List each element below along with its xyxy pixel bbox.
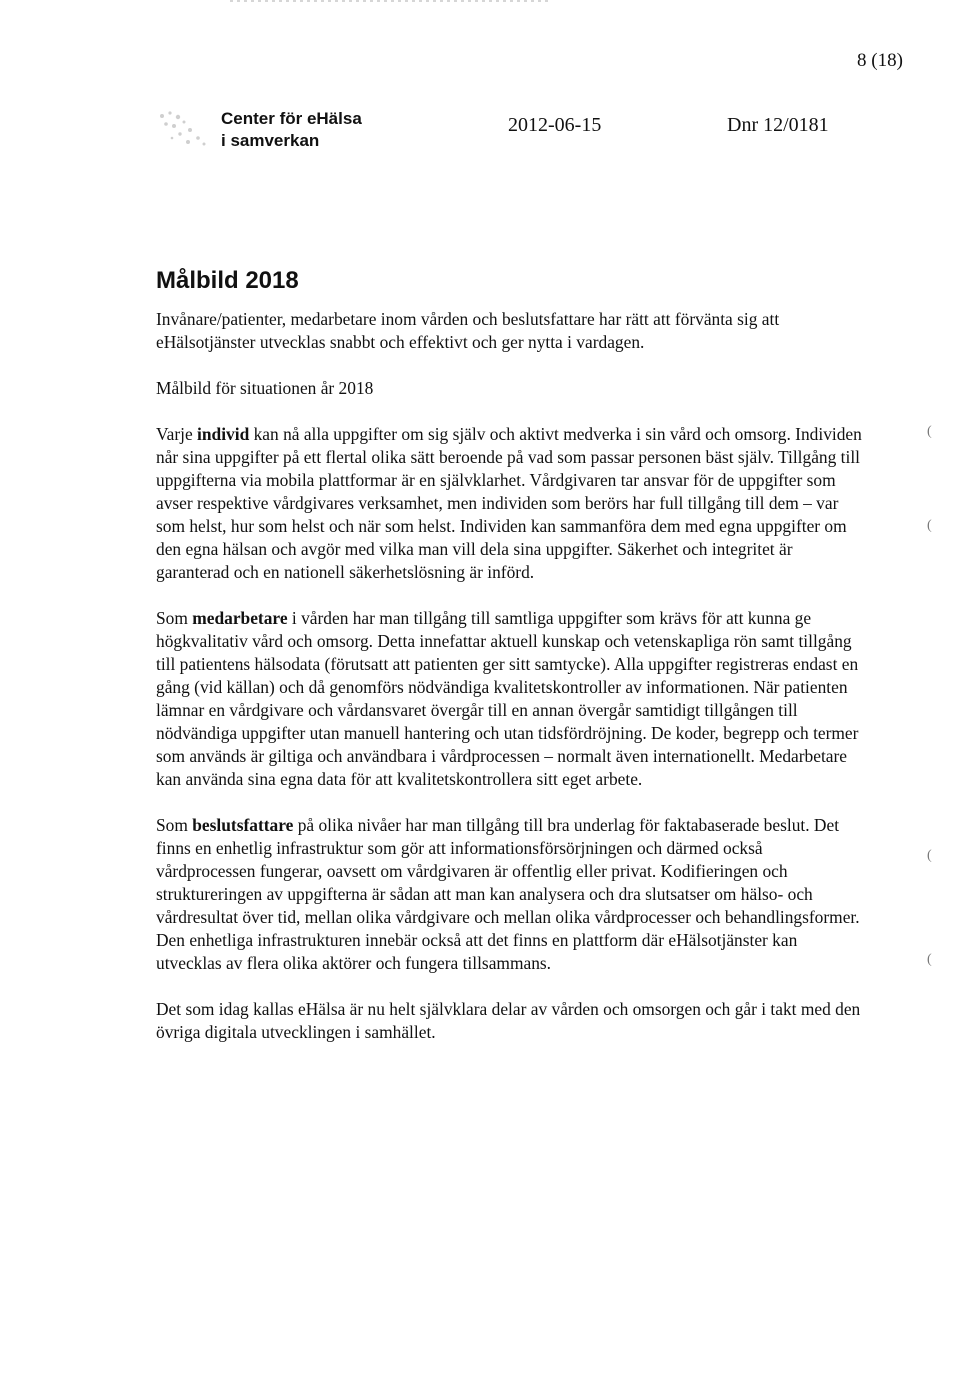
margin-mark: ( xyxy=(927,424,932,439)
document-date: 2012-06-15 xyxy=(508,114,602,136)
paragraph-text: kan nå alla uppgifter om sig själv och aktivt medverka i sin vård och omsorg. Individen når sina uppgifter på ett flertal olika sätt beroende på vad som passar personen bäst själv. Tillgång till uppgifterna via mobila plattformar är en självklarhet. Vårdgivaren tar ansvar för de uppgifter som avser respektive vårdgivares verksamhet, men individen som berörs har full tillgång till dem – var som helst, hur som helst och när som helst. Individen kan sammanföra dem med egna uppgifter om den egna hälsan och avgör med vilka man vill dela sina uppgifter. Säkerhet och integritet är garanterad och en nationell säkerhetslösning är införd. xyxy=(156,424,862,582)
margin-mark: ( xyxy=(927,518,932,533)
organization-name xyxy=(221,108,362,152)
document-reference: Dnr 12/0181 xyxy=(727,114,829,136)
margin-mark: ( xyxy=(927,848,932,863)
paragraph-text: Som xyxy=(156,815,193,835)
bold-term-individual: individ xyxy=(197,424,250,444)
scan-artifact xyxy=(230,0,550,2)
paragraph-conclusion: Det som idag kallas eHälsa är nu helt självklara delar av vården och omsorgen och går i takt med den övriga digitala utvecklingen i samhället. xyxy=(156,999,861,1042)
paragraph-text: i vården har man tillgång till samtliga uppgifter som krävs för att kunna ge högkvalitativ vård och omsorg. Detta innefattar aktuell kunskap och vetenskapliga rön samt tillgång till patientens hälsodata (förutsatt att patienten ger sitt samtycke). Alla uppgifter registreras endast en gång (vid källan) och då genomförs nödvändiga kvalitetskontroller av informationen. När patienten lämnar en vårdgivare och vårdansvaret övergår till en annan övergår samtidigt tillgången till nödvändiga uppgifter utan manuell hantering och utan tidsfördröjning. De koder, begrepp och termer som används är giltiga och användbara i vårdprocessen – normalt även internationellt. Medarbetare kan använda sina egna data för att kvalitetskontrollera sitt eget arbete. xyxy=(156,608,859,789)
bold-term-staff: medarbetare xyxy=(192,608,288,628)
paragraph-individual xyxy=(156,423,866,584)
margin-mark: ( xyxy=(927,952,932,967)
document-body xyxy=(156,308,866,1067)
document-title: Målbild 2018 xyxy=(156,267,299,294)
paragraph-text: på olika nivåer har man tillgång till bra underlag för faktabaserade beslut. Det finns en enhetlig infrastruktur som gör att informationsförsörjningen och därmed också vårdprocessen fungerar, oavsett om vårdgivaren är offentlig eller privat. Kodifieringen och struktureringen av uppgifterna är sådan att man kan analysera och dra slutsatser om hälso- och vårdresultat över tid, mellan olika vårdgivare och mellan olika vårdprocesser och behandlingsformer. Den enhetliga infrastrukturen innebär också att det finns en plattform där eHälsotjänster kan utvecklas av flera olika aktörer och fungera tillsammans. xyxy=(156,815,860,973)
intro-paragraph: Invånare/patienter, medarbetare inom vården och beslutsfattare har rätt att förvänta sig att eHälsotjänster utvecklas snabbt och effektivt och ger nytta i vardagen. xyxy=(156,309,780,352)
bold-term-decision-makers: beslutsfattare xyxy=(192,815,294,835)
paragraph-staff xyxy=(156,607,866,791)
org-name-line1: Center för eHälsa xyxy=(221,109,362,128)
paragraph-text: Varje xyxy=(156,424,198,444)
logo-icon xyxy=(154,108,212,150)
org-name-line2: i samverkan xyxy=(221,131,320,150)
paragraph-decision-makers xyxy=(156,814,866,975)
paragraph-text: Som xyxy=(156,608,193,628)
section-heading: Målbild för situationen år 2018 xyxy=(156,378,374,398)
page-number: 8 (18) xyxy=(857,50,903,71)
